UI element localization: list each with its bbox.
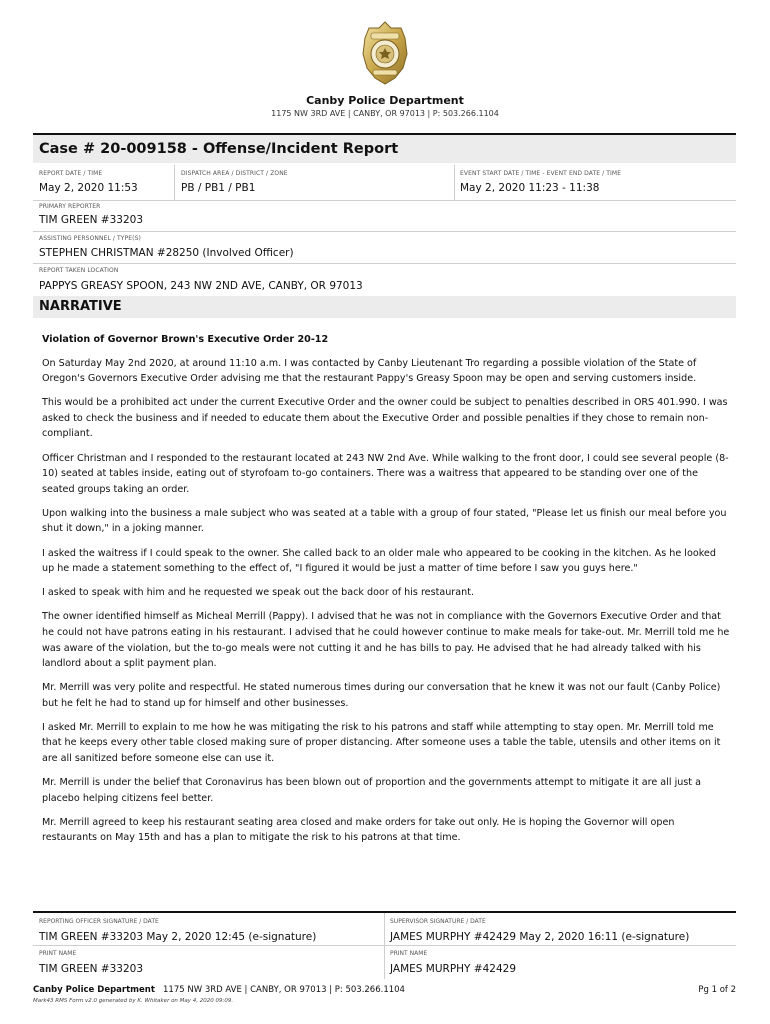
report-location-value: PAPPYS GREASY SPOON, 243 NW 2ND AVE, CANBY, OR 97013 bbox=[39, 280, 363, 292]
signature-divider bbox=[384, 913, 385, 979]
footer-address: 1175 NW 3RD AVE | CANBY, OR 97013 | P: 503.266.1104 bbox=[163, 985, 405, 995]
report-title-bar bbox=[33, 133, 736, 163]
supervisor-print-label: PRINT NAME bbox=[390, 950, 428, 957]
footer-org-line bbox=[33, 985, 405, 995]
supervisor-print-name: JAMES MURPHY #42429 bbox=[390, 963, 517, 975]
event-date-label: EVENT START DATE / TIME - EVENT END DATE / TIME bbox=[460, 170, 622, 177]
agency-name: Canby Police Department bbox=[306, 94, 464, 107]
supervisor-signature-label: SUPERVISOR SIGNATURE / DATE bbox=[390, 918, 486, 925]
narrative-paragraph: Mr. Merrill agreed to keep his restaurant seating area closed and make orders for take out only. He is hoping the Governor will open restaurants on May 15th and has a plan to mitigate the risk to his patrons at that time. bbox=[42, 816, 675, 844]
row-divider bbox=[33, 263, 736, 264]
row-divider bbox=[33, 231, 736, 232]
narrative-paragraph: On Saturday May 2nd 2020, at around 11:10 a.m. I was contacted by Canby Lieutenant Tro regarding a possible violation of the State of Oregon's Governors Executive Order advising me that the restaurant Pappy's Greasy Spoon may be open and serving customers inside. bbox=[42, 357, 697, 385]
reporting-signature-value: TIM GREEN #33203 May 2, 2020 12:45 (e-signature) bbox=[39, 931, 317, 943]
assisting-personnel-label: ASSISTING PERSONNEL / TYPE(S) bbox=[39, 235, 141, 242]
report-location-label: REPORT TAKEN LOCATION bbox=[39, 267, 119, 274]
narrative-paragraph: Mr. Merrill was very polite and respectful. He stated numerous times during our conversation that he knew it was not our fault (Canby Police) but he felt he had to stand up for himself and other businesses. bbox=[42, 682, 721, 709]
reporting-signature-label: REPORTING OFFICER SIGNATURE / DATE bbox=[39, 918, 159, 925]
narrative-heading: Violation of Governor Brown's Executive Order 20-12 bbox=[42, 334, 329, 345]
report-title: Case # 20-009158 - Offense/Incident Report bbox=[39, 141, 399, 157]
supervisor-signature-value: JAMES MURPHY #42429 May 2, 2020 16:11 (e-signature) bbox=[390, 931, 690, 943]
footer-generated-note: Mark43 RMS Form v2.0 generated by K. Whitaker on May 4, 2020 09:09. bbox=[33, 998, 234, 1004]
narrative-paragraph: Upon walking into the business a male subject who was seated at a table with a group of four stated, "Please let us finish our meal before you shut it down," in a joking manner. bbox=[42, 507, 727, 535]
narrative-paragraph: The owner identified himself as Micheal Merrill (Pappy). I advised that he was not in compliance with the Governors Executive Order and that he could not have patrons eating in his restaurant. I advised that he could however continue to make meals for take-out. Mr. Merrill told me he was aware of the violation, but the to-go meals were not cutting it and he has bills to pay. He advised that he had already talked with his landlord about a split payment plan. bbox=[42, 611, 730, 670]
field-divider bbox=[174, 165, 175, 200]
agency-address: 1175 NW 3RD AVE | CANBY, OR 97013 | P: 503.266.1104 bbox=[271, 109, 499, 118]
row-divider bbox=[33, 200, 736, 201]
narrative-section-title: NARRATIVE bbox=[39, 299, 122, 314]
narrative-paragraph: Mr. Merrill is under the belief that Coronavirus has been blown out of proportion and the governments attempt to mitigate it are all just a placebo helping citizens feel better. bbox=[42, 777, 701, 804]
narrative-body bbox=[42, 332, 730, 855]
narrative-paragraph: I asked the waitress if I could speak to the owner. She called back to an older male who appeared to be cooking in the kitchen. As he looked up he made a statement something to the effect of, "I figured it would be just a matter of time before I saw you guys here." bbox=[42, 547, 716, 575]
dispatch-label: DISPATCH AREA / DISTRICT / ZONE bbox=[181, 170, 288, 177]
primary-reporter-label: PRIMARY REPORTER bbox=[39, 203, 101, 210]
signature-block bbox=[33, 911, 736, 979]
narrative-paragraph: I asked Mr. Merrill to explain to me how he was mitigating the risk to his patrons and staff while attempting to stay open. Mr. Merrill told me that he keeps every other table closed making sure of proper distancing. After someone uses a table the table, utensils and other items on it are all sanitized before someone else can use it. bbox=[42, 721, 721, 765]
report-date-label: REPORT DATE / TIME bbox=[39, 170, 103, 177]
dispatch-value: PB / PB1 / PB1 bbox=[181, 182, 256, 194]
narrative-paragraph: This would be a prohibited act under the current Executive Order and the owner could be subject to penalties described in ORS 401.990. I was asked to check the business and if needed to educate them about the Executive Order and possible penalties if they chose to remain non-compliant. bbox=[42, 397, 728, 440]
narrative-paragraph: Officer Christman and I responded to the restaurant located at 243 NW 2nd Ave. While walking to the front door, I could see several people (8-10) seated at tables inside, eating out of styrofoam to-go containers. There was a waitress that appeared to be standing over one of the seated groups taking an order. bbox=[42, 452, 729, 495]
narrative-section-bar bbox=[33, 296, 736, 318]
primary-reporter-value: TIM GREEN #33203 bbox=[39, 214, 144, 226]
page-number: Pg 1 of 2 bbox=[698, 985, 736, 995]
event-date-value: May 2, 2020 11:23 - 11:38 bbox=[460, 182, 600, 194]
signature-row-divider bbox=[33, 945, 736, 946]
report-date-value: May 2, 2020 11:53 bbox=[39, 182, 138, 194]
assisting-personnel-value: STEPHEN CHRISTMAN #28250 (Involved Officer) bbox=[39, 247, 294, 259]
footer-org-name: Canby Police Department bbox=[33, 985, 155, 995]
field-divider bbox=[454, 165, 455, 200]
reporting-print-name: TIM GREEN #33203 bbox=[39, 963, 144, 975]
narrative-paragraph: I asked to speak with him and he requested we speak out the back door of his restaurant. bbox=[42, 587, 475, 599]
reporting-print-label: PRINT NAME bbox=[39, 950, 77, 957]
police-badge-icon bbox=[361, 20, 409, 86]
